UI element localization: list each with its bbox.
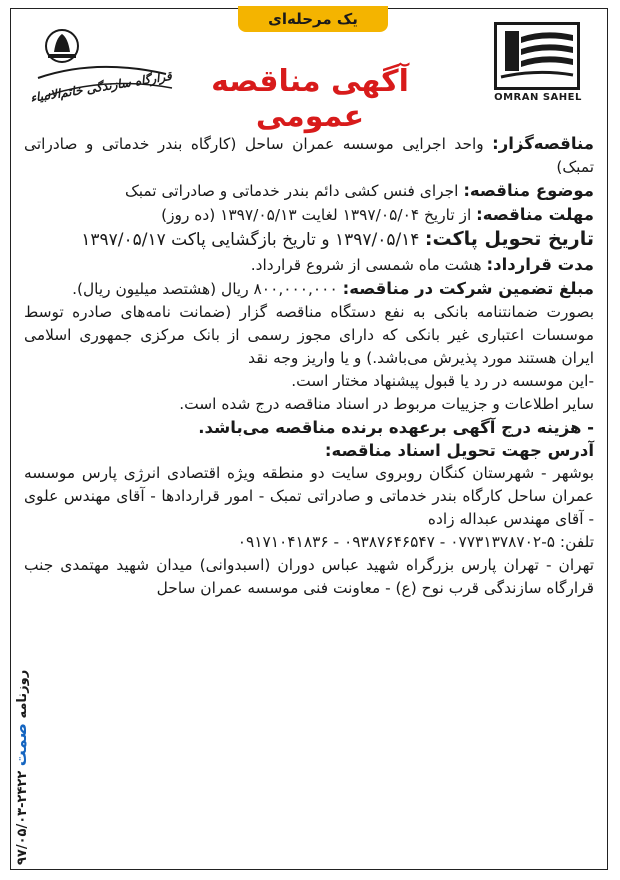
phone-line: تلفن: ۵-۰۷۷۳۱۳۷۸۷۰۲ - ۰۹۳۸۷۶۴۶۵۴۷ - ۰۹۱۷۱۰۴۱۸۳۶ [237,533,594,551]
subject-text: اجرای فنس کشی دائم بندر خدماتی و صادراتی تمبک [124,182,464,200]
guarantee-line [24,277,594,301]
tenderer-label: مناقصه‌گزار: [492,134,594,153]
ad-cost-note: - هزینه درج آگهی برعهده برنده مناقصه می‌باشد. [198,418,594,437]
notice-body [24,132,594,600]
guarantee-text: ۸۰۰,۰۰۰,۰۰۰ ریال (هشتصد میلیون ریال). [72,280,343,298]
iran-emblem-icon [26,18,176,118]
delivery-text: ۱۳۹۷/۰۵/۱۴ و تاریخ بازگشایی پاکت ۱۳۹۷/۰۵/۱۷ [81,230,425,250]
rights-note: -این موسسه در رد یا قبول پیشنهاد مختار است. [291,372,594,390]
omran-sahel-logo [486,22,590,114]
single-stage-tag: یک مرحله‌ای [238,6,388,32]
subject-label: موضوع مناقصه: [463,181,594,200]
subject-line [24,179,594,203]
paper-label: روزنامه [15,669,30,719]
delivery-line [24,227,594,253]
delivery-label: تاریخ تحویل پاکت: [424,228,594,250]
deadline-line [24,203,594,227]
khatam-logo-text: قرارگاه سازندگی خاتم‌الانبیاء [29,68,173,106]
duration-text: هشت ماه شمسی از شروع قرارداد. [250,256,487,274]
newspaper-strip [0,590,30,865]
deadline-text: از تاریخ ۱۳۹۷/۰۵/۰۴ لغایت ۱۳۹۷/۰۵/۱۳ (ده روز) [161,206,477,224]
newspaper-strip-text [11,670,30,865]
guarantee-details: بصورت ضمانتنامه بانکی به نفع دستگاه مناقصه گزار (ضمانت نامه‌های صادره توسط موسسات اعتباری غیر بانکی که دارای مجوز رسمی از بانک مرکزی جمهوری اسلامی ایران هستند مورد پذیرش می‌باشد.) و یا واریز وجه نقد [24,303,594,367]
page-title: آگهی مناقصه عمومی [211,64,409,134]
waves-logo-icon [497,25,577,87]
duration-label: مدت قرارداد: [486,255,594,274]
tenderer-line [24,132,594,179]
deadline-label: مهلت مناقصه: [476,205,594,224]
guarantee-label: مبلغ تضمین شرکت در مناقصه: [342,279,594,298]
info-note: سایر اطلاعات و جزییات مربوط در اسناد مناقصه درج شده است. [179,395,594,413]
khatam-logo [26,18,176,118]
bushehr-address: بوشهر - شهرستان کنگان روبروی سایت دو منطقه ویژه اقتصادی انرژی پارس موسسه عمران ساحل کارگاه بندر خدماتی و صادراتی تمبک - امور قراردادها - آقای مهندس علوی - آقای مهندس عبداله زاده [24,464,594,528]
paper-brand: صمت [11,723,30,767]
duration-line [24,253,594,277]
logo-caption: OMRAN SAHEL [494,92,582,103]
tenderer-text: واحد اجرایی موسسه عمران ساحل (کارگاه بندر خدماتی و صادراتی تمبک) [24,135,594,176]
address-heading: آدرس جهت تحویل اسناد مناقصه: [324,441,594,460]
tehran-address: تهران - تهران پارس بزرگراه شهید عباس دوران (اسبدوانی) میدان شهید مهتمدی جنب قرارگاه سازندگی قرب نوح (ع) - معاونت فنی موسسه عمران ساحل [24,556,594,597]
logo-frame [494,22,580,90]
issue-number: ۲۴۲۲-۹۷/۰۵/۰۳ [15,770,30,865]
